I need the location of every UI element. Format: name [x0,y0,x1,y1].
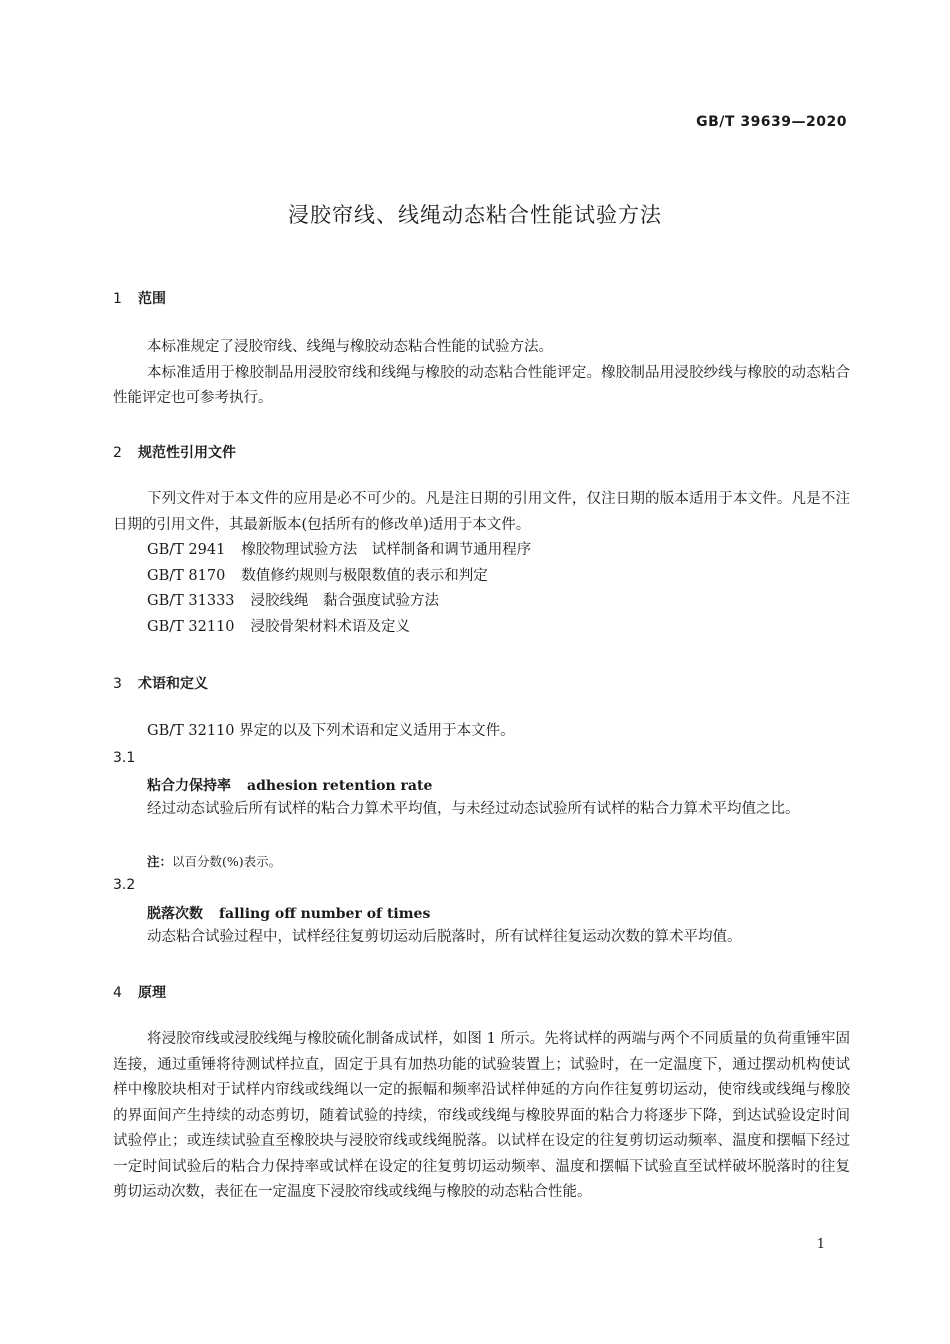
term-definition: 经过动态试验后所有试样的粘合力算术平均值，与未经过动态试验所有试样的粘合力算术平均值之比。 [147,801,800,817]
note [113,852,884,870]
reference-item [113,564,850,590]
paragraph: 下列文件对于本文件的应用是必不可少的。凡是注日期的引用文件，仅注日期的版本适用于本文件。凡是不注日期的引用文件，其最新版本(包括所有的修改单)适用于本文件。 [113,491,850,533]
document-title: 浸胶帘线、线绳动态粘合性能试验方法 [288,203,662,227]
note-label: 注： [147,854,173,869]
section-4-heading [113,982,850,1002]
term-number: 3.2 [113,877,136,893]
section-3-heading [113,673,850,693]
section-1-body [113,335,850,412]
term-number: 3.1 [113,750,136,766]
section-title: 范围 [138,291,166,307]
reference-item [113,538,850,564]
page-number: 1 [816,1237,825,1252]
reference-code: GB/T 8170 [147,567,226,584]
term-heading [113,903,884,923]
reference-code: GB/T 32110 [147,618,235,635]
reference-title: 浸胶骨架材料术语及定义 [250,618,411,635]
section-2-body [113,487,850,640]
section-number: 3 [113,676,122,692]
reference-title: 橡胶物理试验方法 试样制备和调节通用程序 [241,542,532,558]
term-heading [113,775,884,795]
section-title: 规范性引用文件 [138,445,236,461]
term-english: adhesion retention rate [247,778,433,794]
term-english: falling off number of times [219,906,431,922]
reference-code: GB/T 2941 [147,542,226,558]
reference-title: 数值修约规则与极限数值的表示和判定 [241,567,488,584]
paragraph: 本标准规定了浸胶帘线、线绳与橡胶动态粘合性能的试验方法。 [147,339,553,355]
term-definition-block [113,925,850,951]
term-chinese: 粘合力保持率 [147,778,231,794]
paragraph: GB/T 32110 界定的以及下列术语和定义适用于本文件。 [147,723,515,739]
reference-item [113,589,850,615]
term-chinese: 脱落次数 [147,906,203,922]
section-1-heading [113,288,850,308]
section-title: 术语和定义 [138,676,208,692]
term-definition: 动态粘合试验过程中，试样经往复剪切运动后脱落时，所有试样往复运动次数的算术平均值。 [147,929,742,945]
section-3-body [113,719,850,745]
section-number: 2 [113,445,122,461]
section-2-heading [113,442,850,462]
section-number: 1 [113,291,122,307]
standard-number: GB/T 39639—2020 [696,114,847,130]
note-text: 以百分数(%)表示。 [172,854,282,869]
section-number: 4 [113,985,122,1001]
paragraph: 将浸胶帘线或浸胶线绳与橡胶硫化制备成试样，如图 1 所示。先将试样的两端与两个不同质量的负荷重锤牢固连接，通过重锤将待测试样拉直，固定于具有加热功能的试验装置上；试验时，在一定温度下，通过摆动机构使试样中橡胶块相对于试样内帘线或线绳以一定的振幅和频率沿试样伸延的方向作往复剪切运动，使帘线或线绳与橡胶的界面间产生持续的动态剪切，随着试验的持续，帘线或线绳与橡胶界面的粘合力将逐步下降，到达试验设定时间试验停止；或连续试验直至橡胶块与浸胶帘线或线绳脱落。以试样在设定的往复剪切运动频率、温度和摆幅下经过一定时间试验后的粘合力保持率或试样在设定的往复剪切运动频率、温度和摆幅下试验直至试样破坏脱落时的往复剪切运动次数，表征在一定温度下浸胶帘线或线绳与橡胶的动态粘合性能。 [113,1031,850,1200]
section-title: 原理 [138,985,166,1001]
paragraph: 本标准适用于橡胶制品用浸胶帘线和线绳与橡胶的动态粘合性能评定。橡胶制品用浸胶纱线与橡胶的动态粘合性能评定也可参考执行。 [113,364,850,406]
reference-title: 浸胶线绳 黏合强度试验方法 [250,593,440,609]
reference-code: GB/T 31333 [147,593,235,609]
section-4-body [113,1027,850,1206]
reference-item [113,615,850,641]
term-definition-block [113,797,850,823]
